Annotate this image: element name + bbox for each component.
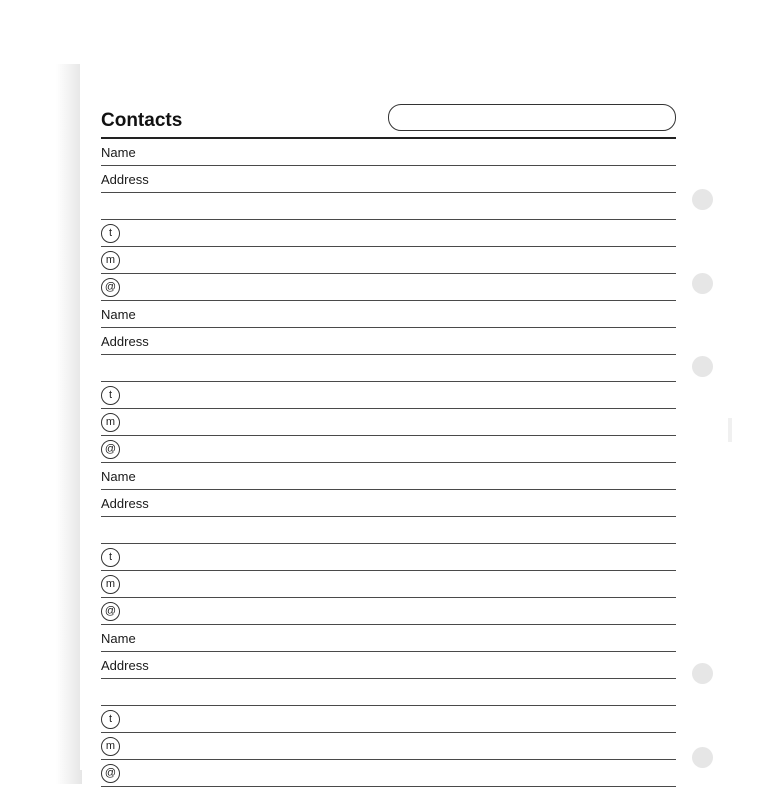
email-row[interactable] [101, 760, 676, 787]
email-row[interactable] [101, 598, 676, 625]
address-label: Address [101, 172, 149, 187]
mobile-icon: m [101, 575, 120, 594]
address-label: Address [101, 658, 149, 673]
contacts-page [80, 64, 730, 779]
mobile-row[interactable] [101, 733, 676, 760]
address-row[interactable] [101, 328, 676, 355]
phone-icon: t [101, 386, 120, 405]
address-row[interactable] [101, 652, 676, 679]
name-row[interactable] [101, 463, 676, 490]
name-label: Name [101, 631, 136, 646]
phone-icon: t [101, 224, 120, 243]
binder-hole [692, 189, 713, 210]
name-row[interactable] [101, 625, 676, 652]
mobile-row[interactable] [101, 571, 676, 598]
binder-hole [692, 356, 713, 377]
name-row[interactable] [101, 301, 676, 328]
address-continuation-row[interactable] [101, 517, 676, 544]
page-edge-mark [728, 418, 732, 442]
address-continuation-row[interactable] [101, 679, 676, 706]
contact-list [101, 139, 676, 787]
address-row[interactable] [101, 490, 676, 517]
header-tab-field[interactable] [388, 104, 676, 131]
phone-row[interactable] [101, 544, 676, 571]
mobile-row[interactable] [101, 247, 676, 274]
name-label: Name [101, 469, 136, 484]
email-row[interactable] [101, 274, 676, 301]
address-continuation-row[interactable] [101, 355, 676, 382]
phone-row[interactable] [101, 382, 676, 409]
phone-row[interactable] [101, 220, 676, 247]
address-label: Address [101, 496, 149, 511]
phone-row[interactable] [101, 706, 676, 733]
page-title: Contacts [101, 110, 183, 131]
email-row[interactable] [101, 436, 676, 463]
binder-hole [692, 747, 713, 768]
name-row[interactable] [101, 139, 676, 166]
mobile-icon: m [101, 737, 120, 756]
mobile-row[interactable] [101, 409, 676, 436]
email-icon: @ [101, 602, 120, 621]
mobile-icon: m [101, 251, 120, 270]
address-label: Address [101, 334, 149, 349]
binder-hole [692, 273, 713, 294]
address-continuation-row[interactable] [101, 193, 676, 220]
mobile-icon: m [101, 413, 120, 432]
email-icon: @ [101, 440, 120, 459]
email-icon: @ [101, 278, 120, 297]
phone-icon: t [101, 710, 120, 729]
name-label: Name [101, 307, 136, 322]
address-row[interactable] [101, 166, 676, 193]
phone-icon: t [101, 548, 120, 567]
email-icon: @ [101, 764, 120, 783]
page-shadow [56, 64, 82, 784]
name-label: Name [101, 145, 136, 160]
binder-hole [692, 663, 713, 684]
